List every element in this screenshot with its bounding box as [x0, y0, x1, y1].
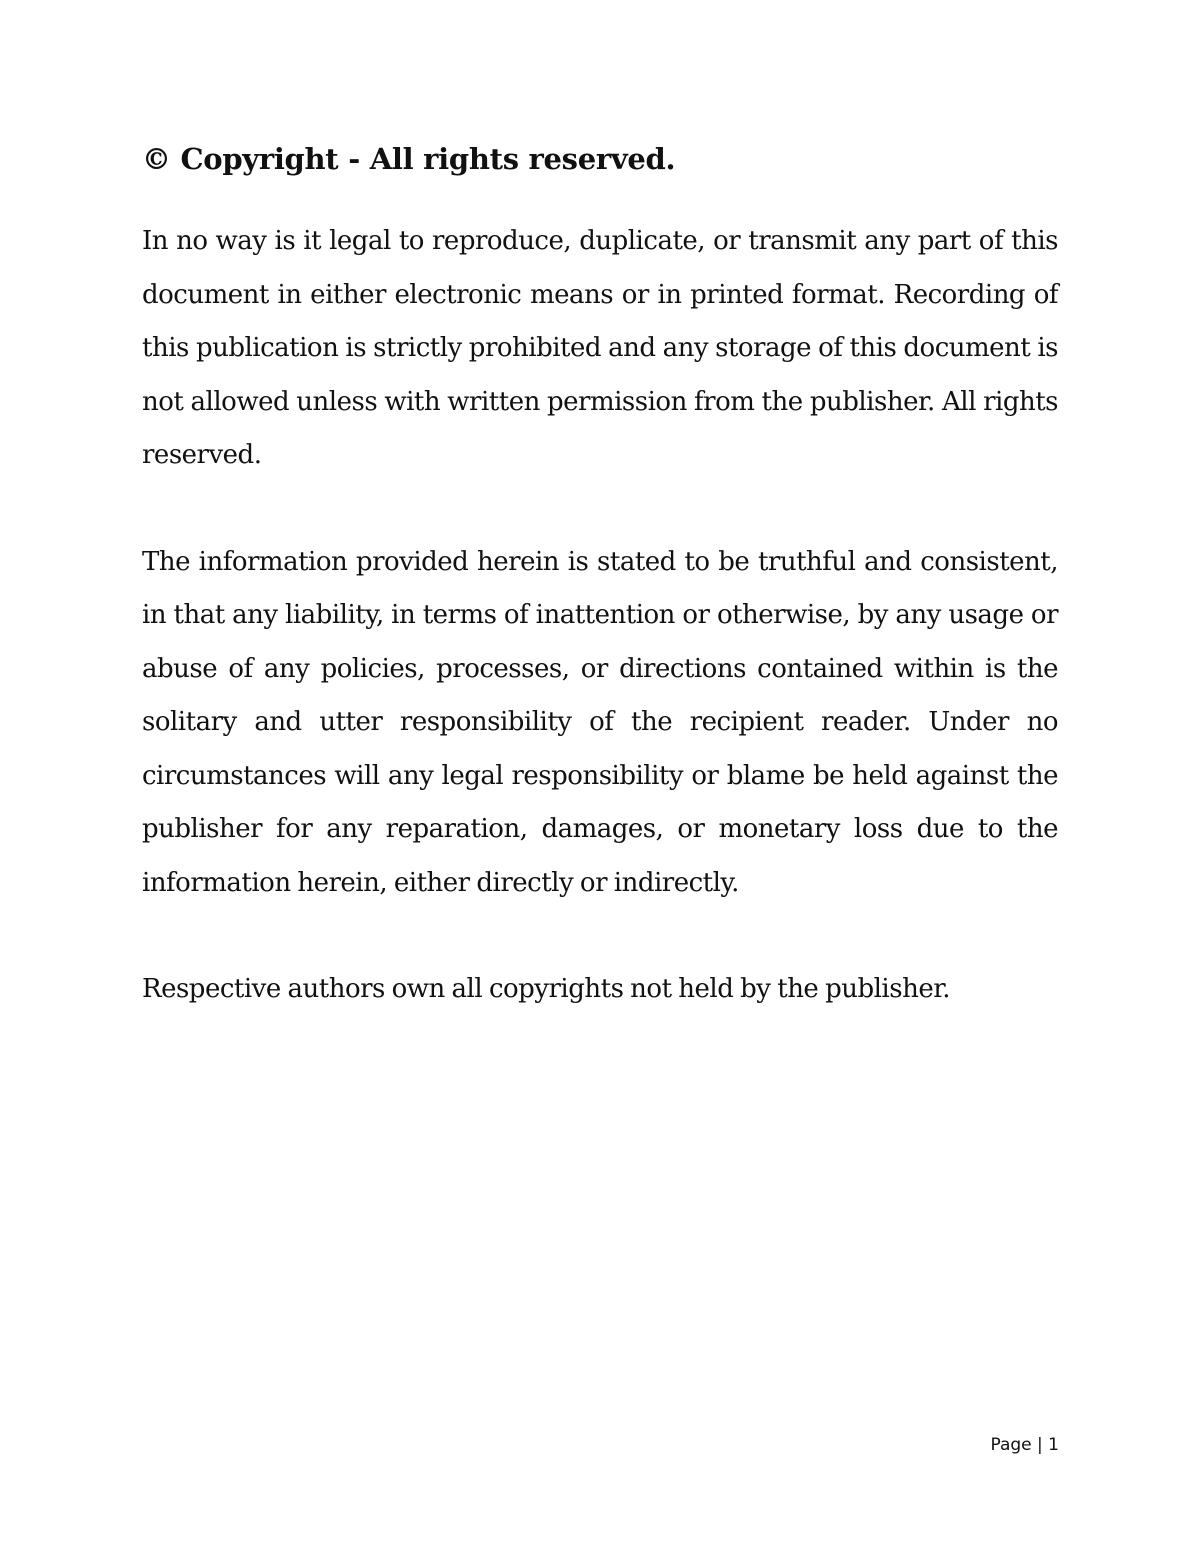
liability-disclaimer-paragraph: The information provided herein is stated to be truthful and consistent, in that any liability, in terms of inattention or otherwise, by any usage or abuse of any policies, processes, or directions contained within is the solitary and utter responsibility of the recipient reader. Under no circumstances will any legal responsibility or blame be held against the publisher for any reparation, damages, or monetary loss due to the information herein, either directly or indirectly.: [142, 546, 1058, 898]
author-copyright-paragraph: Respective authors own all copyrights not held by the publisher.: [142, 974, 951, 1004]
page-content: [142, 138, 1058, 1017]
copyright-title: © Copyright - All rights reserved.: [142, 142, 676, 176]
page-number: Page | 1: [990, 1435, 1059, 1455]
reproduction-notice-paragraph: In no way is it legal to reproduce, duplicate, or transmit any part of this document in either electronic means or in printed format. Recording of this publication is strictly prohibited and any storage of this document is not allowed unless with written permission from the publisher. All rights reserved.: [142, 226, 1058, 470]
